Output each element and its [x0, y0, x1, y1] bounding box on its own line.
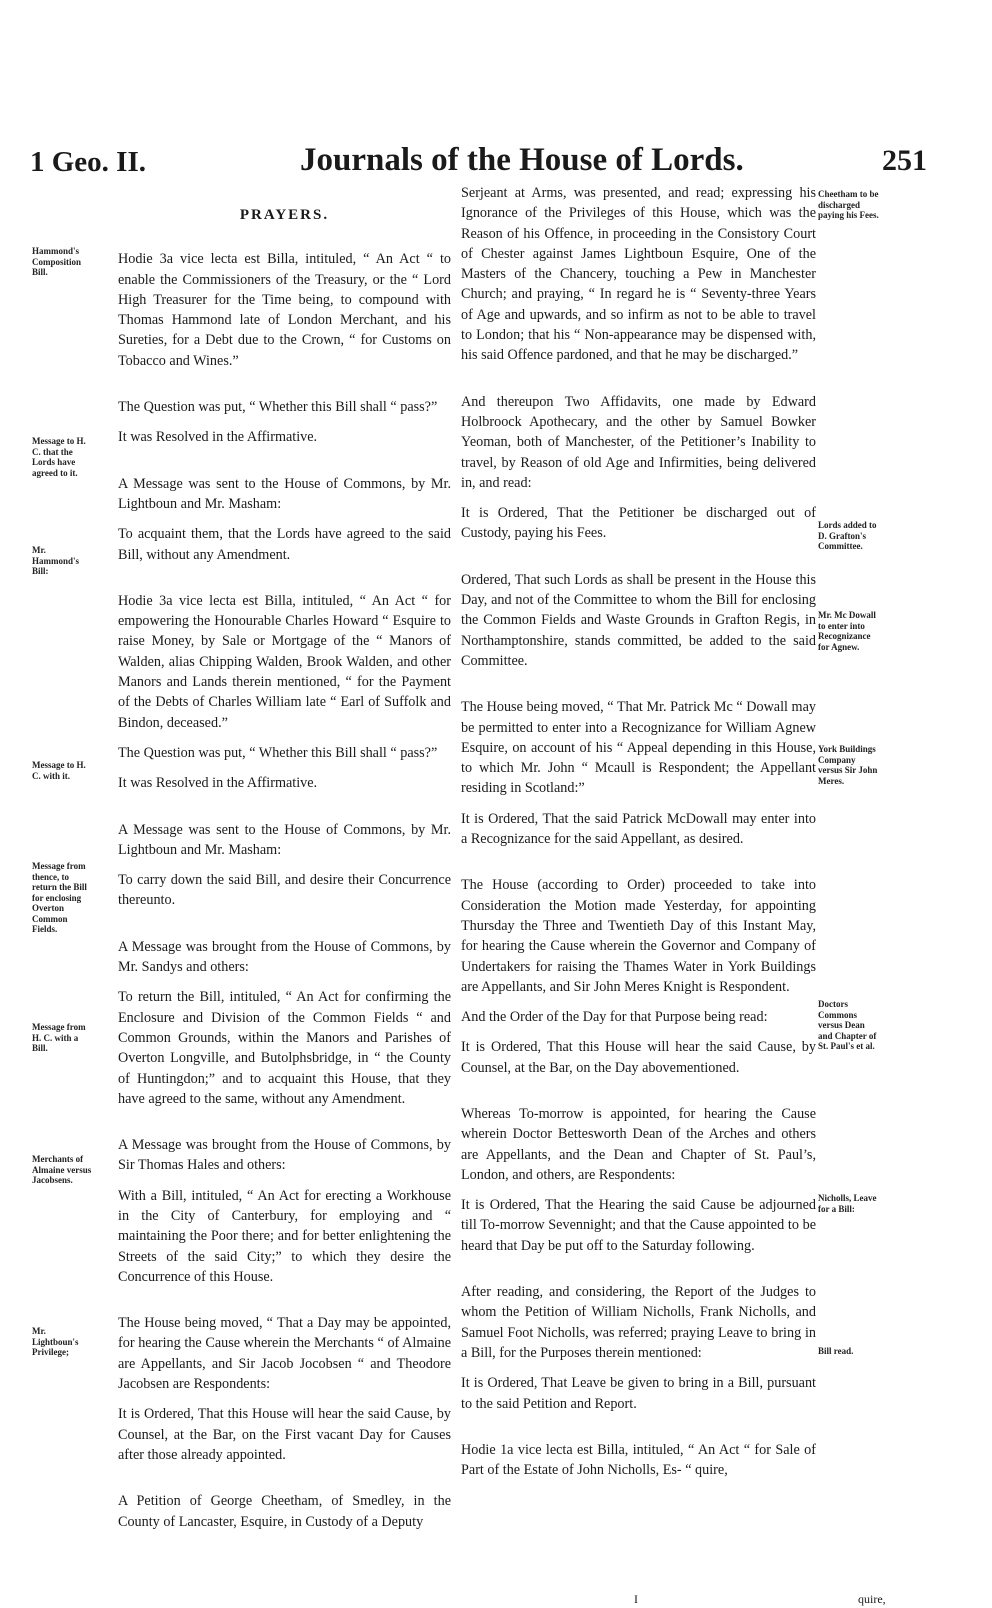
paragraph: And thereupon Two Affidavits, one made by Edward Holbroock Apothecary, and the other by Samuel Bowker Yeoman, both of Manchester, of the Petitioner’s Inability to travel, by Reason of old Age and Infirmities, being delivered in, and read: [461, 393, 816, 491]
section-heading: PRAYERS. [239, 207, 330, 223]
margin-note-left: Message from thence, to return the Bill for enclosing Overton Common Fields. [32, 861, 87, 934]
paragraph: A Message was sent to the House of Commons, by Mr. Lightboun and Mr. Masham: [118, 475, 451, 512]
page-header [0, 138, 992, 188]
margin-note-right: Mr. Mc Dowall to enter into Recognizance for Agnew. [818, 610, 876, 652]
paragraph: It was Resolved in the Affirmative. [118, 775, 318, 792]
paragraph: It is Ordered, That the said Patrick McDowall may enter into a Recognizance for the said Appellant, as desired. [461, 810, 816, 848]
paragraph: Ordered, That such Lords as shall be present in the House this Day, and not of the Committee to whom the Bill for enclosing the Common Fields and Waste Grounds in Grafton Regis, in Northamptonshire, stands committed, be added to the said Committee. [461, 571, 816, 669]
regnal-year: 1 Geo. II. [30, 146, 146, 178]
margin-note-left: Hammond's Composition Bill. [32, 246, 82, 277]
margin-note-left: Message from H. C. with a Bill. [32, 1022, 86, 1053]
margin-note-right: York Buildings Company versus Sir John Meres. [818, 744, 878, 786]
paragraph: Whereas To-morrow is appointed, for hearing the Cause wherein Doctor Bettesworth Dean of the Arches and others are Appellants, and the Dean and Chapter of St. Paul’s, London, and others, are Respondents: [461, 1105, 816, 1183]
paragraph: With a Bill, intituled, “ An Act for erecting a Workhouse in the City of Canterbury, for employing and “ maintaining the Poor there; and for better enlightening the Streets of the said City;” to which they desire the Concurrence of this House. [118, 1187, 451, 1285]
margin-note-right: Lords added to D. Grafton's Committee. [818, 520, 877, 551]
right-column [461, 183, 816, 1490]
paragraph: The House being moved, “ That Mr. Patrick Mc “ Dowall may be permitted to enter into a Recognizance for William Agnew Esquire, on account of his “ Appeal depending in this House, to which Mr. John “ Mcaull is Respondent; the Appellant residing in Scotland:” [461, 699, 816, 797]
paragraph: A Message was sent to the House of Commons, by Mr. Lightboun and Mr. Masham: [118, 821, 451, 858]
paragraph: It was Resolved in the Affirmative. [118, 429, 318, 446]
paragraph: To carry down the said Bill, and desire their Concurrence thereunto. [118, 872, 451, 909]
paragraph: It is Ordered, That the Petitioner be discharged out of Custody, paying his Fees. [461, 505, 816, 542]
paragraph: Hodie 1a vice lecta est Billa, intituled, “ An Act “ for Sale of Part of the Estate of John Nicholls, Es- “ quire, [461, 1441, 816, 1479]
paragraph: It is Ordered, That this House will hear the said Cause, by Counsel, at the Bar, on the Day abovementioned. [461, 1039, 816, 1076]
paragraph: Hodie 3a vice lecta est Billa, intituled, “ An Act “ to enable the Commissioners of the Treasury, or the “ Lord High Treasurer for the Time being, to compound with Thomas Hammond late of London Merchant, and his Sureties, for a Debt due to the Crown, “ for Customs on Tobacco and Wines.” [118, 251, 451, 369]
paragraph: To acquaint them, that the Lords have agreed to the said Bill, without any Amendment. [118, 526, 451, 563]
margin-note-left: Mr. Hammond's Bill: [32, 545, 80, 576]
paragraph: It is Ordered, That this House will hear the said Cause, by Counsel, at the Bar, on the First vacant Day for Causes after those already appointed. [118, 1406, 451, 1463]
page-number: 251 [882, 144, 927, 177]
signature-mark: I [634, 1592, 638, 1606]
left-column [118, 205, 451, 1542]
paragraph: It is Ordered, That Leave be given to bring in a Bill, pursuant to the said Petition and Report. [461, 1375, 816, 1412]
paragraph: It is Ordered, That the Hearing the said Cause be adjourned till To-morrow Sevennight; and that the Cause appointed to be heard that Day be put off to the Saturday following. [461, 1197, 816, 1254]
paragraph: The House being moved, “ That a Day may be appointed, for hearing the Cause wherein the Merchants “ of Almaine are Appellants, and Sir Jacob Jocobsen “ and Theodore Jacobsen are Respondents: [118, 1315, 451, 1393]
margin-note-right: Doctors Commons versus Dean and Chapter of St. Paul's et al. [818, 999, 877, 1051]
paragraph: The Question was put, “ Whether this Bill shall “ pass?” [118, 399, 438, 416]
running-title: Journals of the House of Lords. [300, 142, 744, 178]
paragraph: To return the Bill, intituled, “ An Act for confirming the Enclosure and Division of the Common Fields “ and Common Grounds, within the Manors and Parishes of Overton Longville, and Butolphsbridge, in “ the County of Huntingdon;” and to acquaint this House, that they have agreed to the same, without any Amendment. [118, 989, 451, 1107]
margin-note-left: Merchants of Almaine versus Jacobsens. [32, 1154, 92, 1185]
paragraph: And the Order of the Day for that Purpose being read: [461, 1009, 768, 1026]
paragraph: Serjeant at Arms, was presented, and read; expressing his Ignorance of the Privileges of this House, which was the Reason of his Offence, in proceeding in the Consistory Court of Chester against James Lightboun Esquire, One of the Masters of the Chancery, touching a Pew in Manchester Church; and praying, “ In regard he is “ Seventy-three Years of Age and upwards, and so infirm as not to be able to travel to London; that his “ Non-appearance may be dispensed with, his said Offence pardoned, and that he may be discharged.” [461, 185, 816, 364]
paragraph: A Petition of George Cheetham, of Smedley, in the County of Lancaster, Esquire, in Custody of a Deputy [118, 1493, 451, 1530]
margin-note-left: Message to H. C. with it. [32, 760, 86, 781]
paragraph: Hodie 3a vice lecta est Billa, intituled, “ An Act “ for empowering the Honourable Charles Howard “ Esquire to raise Money, by Sale or Mortgage of the “ Manors of Walden, alias Chipping Walden, Brook Walden, and other Manors and Lands therein mentioned, “ for the Payment of the Debts of Charles William late “ Earl of Suffolk and Bindon, deceased.” [118, 592, 451, 731]
margin-note-left: Message to H. C. that the Lords have agreed to it. [32, 436, 86, 478]
margin-note-right: Cheetham to be discharged paying his Fees. [818, 189, 879, 220]
margin-note-right: Bill read. [818, 1346, 854, 1356]
paragraph: After reading, and considering, the Report of the Judges to whom the Petition of William Nicholls, Frank Nicholls, and Samuel Foot Nicholls, was referred; praying Leave to bring in a Bill, for the Purposes therein mentioned: [461, 1284, 816, 1361]
paragraph: The Question was put, “ Whether this Bill shall “ pass?” [118, 744, 438, 761]
margin-note-right: Nicholls, Leave for a Bill: [818, 1193, 877, 1214]
paragraph: The House (according to Order) proceeded to take into Consideration the Motion made Yesterday, for appointing Thursday the Three and Twentieth Day of this Instant May, for hearing the Cause wherein the Governor and Company of Undertakers for raising the Thames Water in York Buildings are Appellants, and Sir John Meres Knight is Respondent. [461, 877, 816, 995]
margin-note-left: Mr. Lightboun's Privilege; [32, 1326, 79, 1357]
paragraph: A Message was brought from the House of Commons, by Sir Thomas Hales and others: [118, 1137, 451, 1174]
paragraph: A Message was brought from the House of Commons, by Mr. Sandys and others: [118, 938, 451, 976]
catchword: quire, [858, 1592, 886, 1606]
